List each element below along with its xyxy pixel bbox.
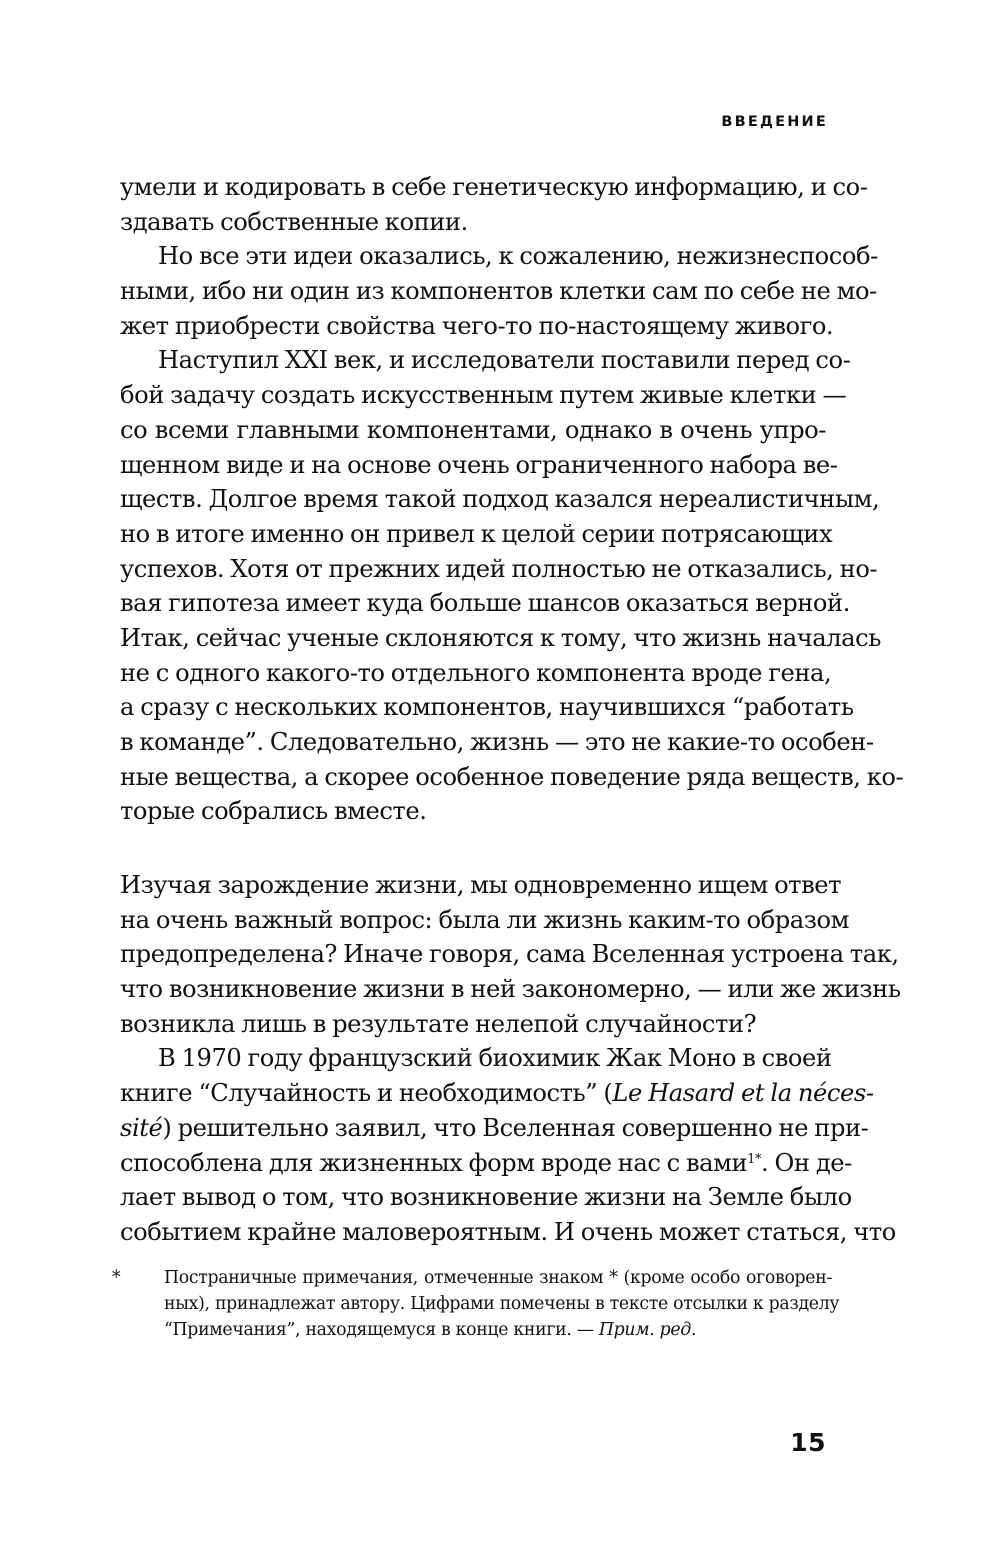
italic-title: Le Hasard et la néces- (612, 1079, 874, 1108)
text-line: здавать собственные копии. (120, 207, 468, 236)
text-line: на очень важный вопрос: была ли жизнь каким-то образом (120, 905, 849, 934)
body-text-block-1 (120, 170, 904, 829)
text-line: возникла лишь в результате нелепой случайности? (120, 1009, 757, 1038)
editor-note: Прим. ред. (598, 1320, 697, 1340)
text-line: вая гипотеза имеет куда больше шансов оказаться верной. (120, 589, 850, 618)
running-head: ВВЕДЕНИЕ (721, 114, 828, 130)
text-line: В 1970 году французский биохимик Жак Моно в своей (158, 1044, 832, 1073)
footnote-line (120, 1317, 832, 1343)
text-line: событием крайне маловероятным. И очень может статься, что (120, 1217, 896, 1246)
text-line: со всеми главными компонентами, однако в очень упро- (120, 415, 826, 444)
text-line: торые собрались вместе. (120, 797, 427, 826)
text-line: Изучая зарождение жизни, мы одновременно ищем ответ (120, 871, 842, 899)
text-line: предопределена? Иначе говоря, сама Вселенная устроена так, (120, 940, 899, 969)
text-line: щенном виде и на основе очень ограниченного набора ве- (120, 450, 838, 479)
page-number: 15 (790, 1428, 826, 1457)
text-line: что возникновение жизни в ней закономерно, — или же жизнь (120, 975, 901, 1004)
footnote (120, 1265, 840, 1343)
footnote-line: ных), принадлежат автору. Цифрами помечены в тексте отсылки к разделу (164, 1294, 840, 1314)
text-line: Но все эти идеи оказались, к сожалению, нежизнеспособ- (158, 242, 878, 271)
text-run: способлена для жизненных форм вроде нас с вами (120, 1148, 748, 1177)
text-run: ) решительно заявил, что Вселенная совершенно не при- (162, 1113, 869, 1142)
text-line: а сразу с нескольких компонентов, научившихся “работать (120, 693, 854, 722)
text-line: Наступил XXI век, и исследователи поставили перед со- (158, 346, 851, 375)
footnote-line: Постраничные примечания, отмеченные знаком * (кроме особо оговорен- (164, 1268, 832, 1288)
text-line: успехов. Хотя от прежних идей полностью не отказались, но- (120, 554, 878, 583)
text-line: но в итоге именно он привел к целой серии потрясающих (120, 519, 833, 548)
text-line: ществ. Долгое время такой подход казался нереалистичным, (120, 485, 880, 514)
text-line: жет приобрести свойства чего-то по-настоящему живого. (120, 311, 834, 340)
text-line: ные вещества, а скорее особенное поведение ряда веществ, ко- (120, 762, 904, 791)
text-line: умели и кодировать в себе генетическую информацию, и со- (120, 173, 868, 201)
text-line (120, 1111, 869, 1146)
body-text-block-2 (120, 868, 901, 1250)
text-line: Итак, сейчас ученые склоняются к тому, что жизнь началась (120, 623, 881, 652)
text-line: бой задачу создать искусственным путем живые клетки — (120, 381, 847, 410)
text-line: не с одного какого-то отдельного компонента вроде гена, (120, 658, 832, 687)
text-run: книге “Случайность и необходимость” ( (120, 1079, 613, 1108)
italic-title: sité (120, 1113, 163, 1142)
footnote-text: “Примечания”, находящемуся в конце книги. — (164, 1320, 599, 1340)
text-line (120, 1076, 874, 1111)
text-line (120, 1146, 852, 1181)
text-line: в команде”. Следовательно, жизнь — это не какие-то особен- (120, 728, 874, 756)
footnote-mark: * (112, 1268, 121, 1288)
text-line: ными, ибо ни один из компонентов клетки сам по себе не мо- (120, 277, 877, 306)
text-line: лает вывод о том, что возникновение жизни на Земле было (120, 1183, 852, 1212)
text-run: . Он де- (761, 1148, 852, 1177)
note-reference[interactable]: 1* (747, 1151, 762, 1167)
